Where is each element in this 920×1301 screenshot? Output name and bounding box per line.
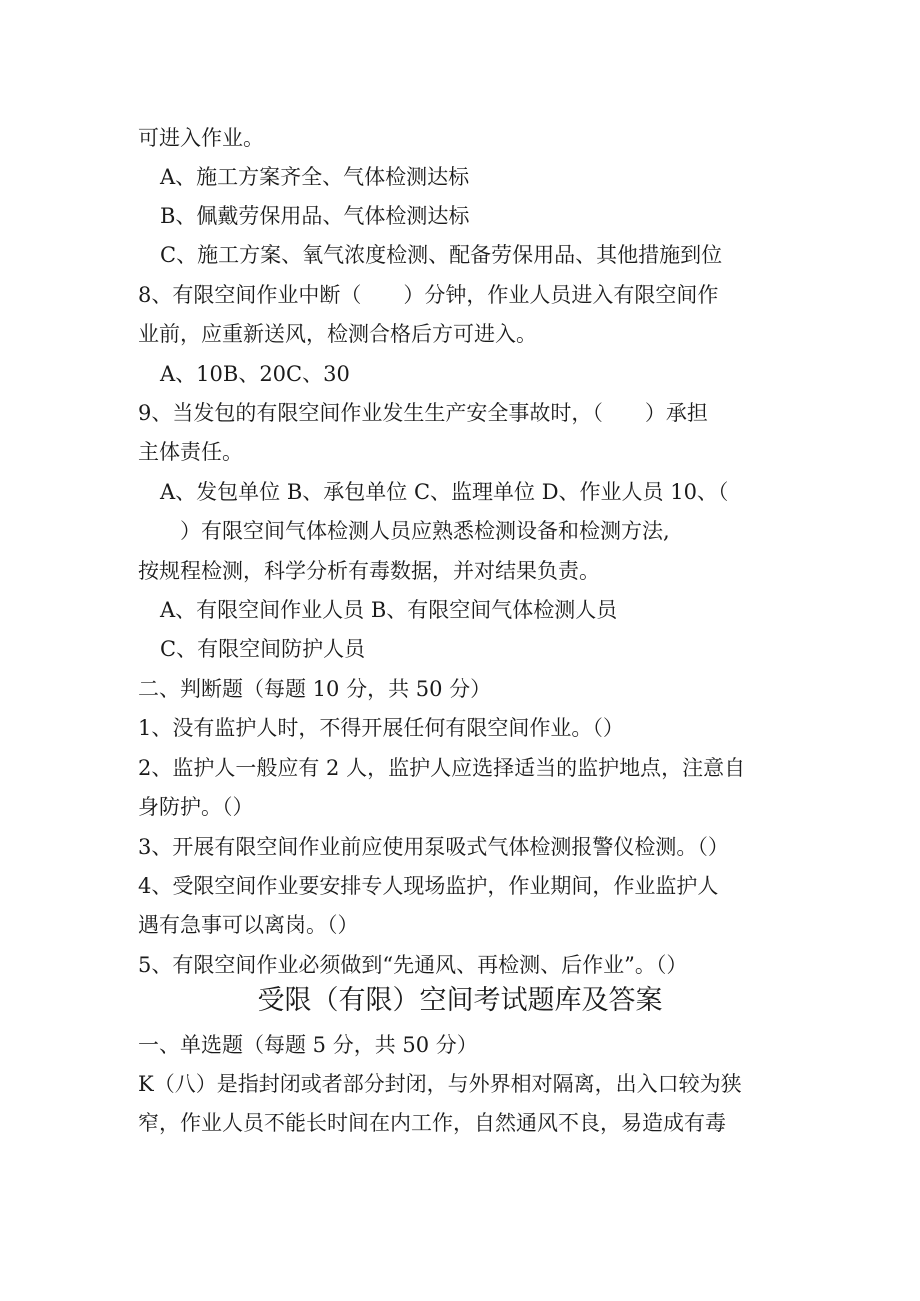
question-line: 3、开展有限空间作业前应使用泵吸式气体检测报警仪检测。（）	[138, 835, 729, 859]
question-line: 业前，应重新送风，检测合格后方可进入。	[138, 322, 537, 346]
question-line: ）有限空间气体检测人员应熟悉检测设备和检测方法,	[138, 519, 670, 543]
section-heading: 一、单选题（每题 5 分，共 50 分）	[138, 1033, 478, 1057]
question-line: 5、有限空间作业必须做到“先通风、再检测、后作业”。（）	[138, 953, 688, 977]
option-line: A、有限空间作业人员 B、有限空间气体检测人员	[160, 598, 618, 622]
question-line: K（八）是指封闭或者部分封闭，与外界相对隔离，出入口较为狭	[138, 1072, 742, 1096]
question-line: 遇有急事可以离岗。（）	[138, 913, 359, 937]
option-line: B、佩戴劳保用品、气体检测达标	[160, 204, 470, 228]
option-line: A、10B、20C、30	[160, 362, 350, 386]
question-line: 1、没有监护人时，不得开展任何有限空间作业。（）	[138, 716, 624, 740]
question-line: 窄，作业人员不能长时间在内工作，自然通风不良，易造成有毒	[138, 1111, 726, 1135]
question-line: 身防护。（）	[138, 795, 254, 819]
question-line: 2、监护人一般应有 2 人，监护人应选择适当的监护地点，注意自	[138, 756, 746, 780]
option-line: C、有限空间防护人员	[160, 637, 366, 661]
section-heading: 二、判断题（每题 10 分，共 50 分）	[138, 677, 492, 701]
text-line: 可进入作业。	[138, 126, 264, 150]
document-title: 受限（有限）空间考试题库及答案	[257, 985, 663, 1016]
question-line: 按规程检测，科学分析有毒数据，并对结果负责。	[138, 559, 600, 583]
question-line: 9、当发包的有限空间作业发生生产安全事故时，（ ）承担	[138, 401, 708, 425]
question-line: 主体责任。	[138, 440, 243, 464]
question-line: 4、受限空间作业要安排专人现场监护，作业期间，作业监护人	[138, 874, 719, 898]
option-line: C、施工方案、氧气浓度检测、配备劳保用品、其他措施到位	[160, 243, 723, 267]
option-line: A、施工方案齐全、气体检测达标	[160, 165, 470, 189]
option-line: A、发包单位 B、承包单位 C、监理单位 D、作业人员 10、（	[160, 480, 729, 504]
question-line: 8、有限空间作业中断（ ）分钟，作业人员进入有限空间作	[138, 283, 719, 307]
